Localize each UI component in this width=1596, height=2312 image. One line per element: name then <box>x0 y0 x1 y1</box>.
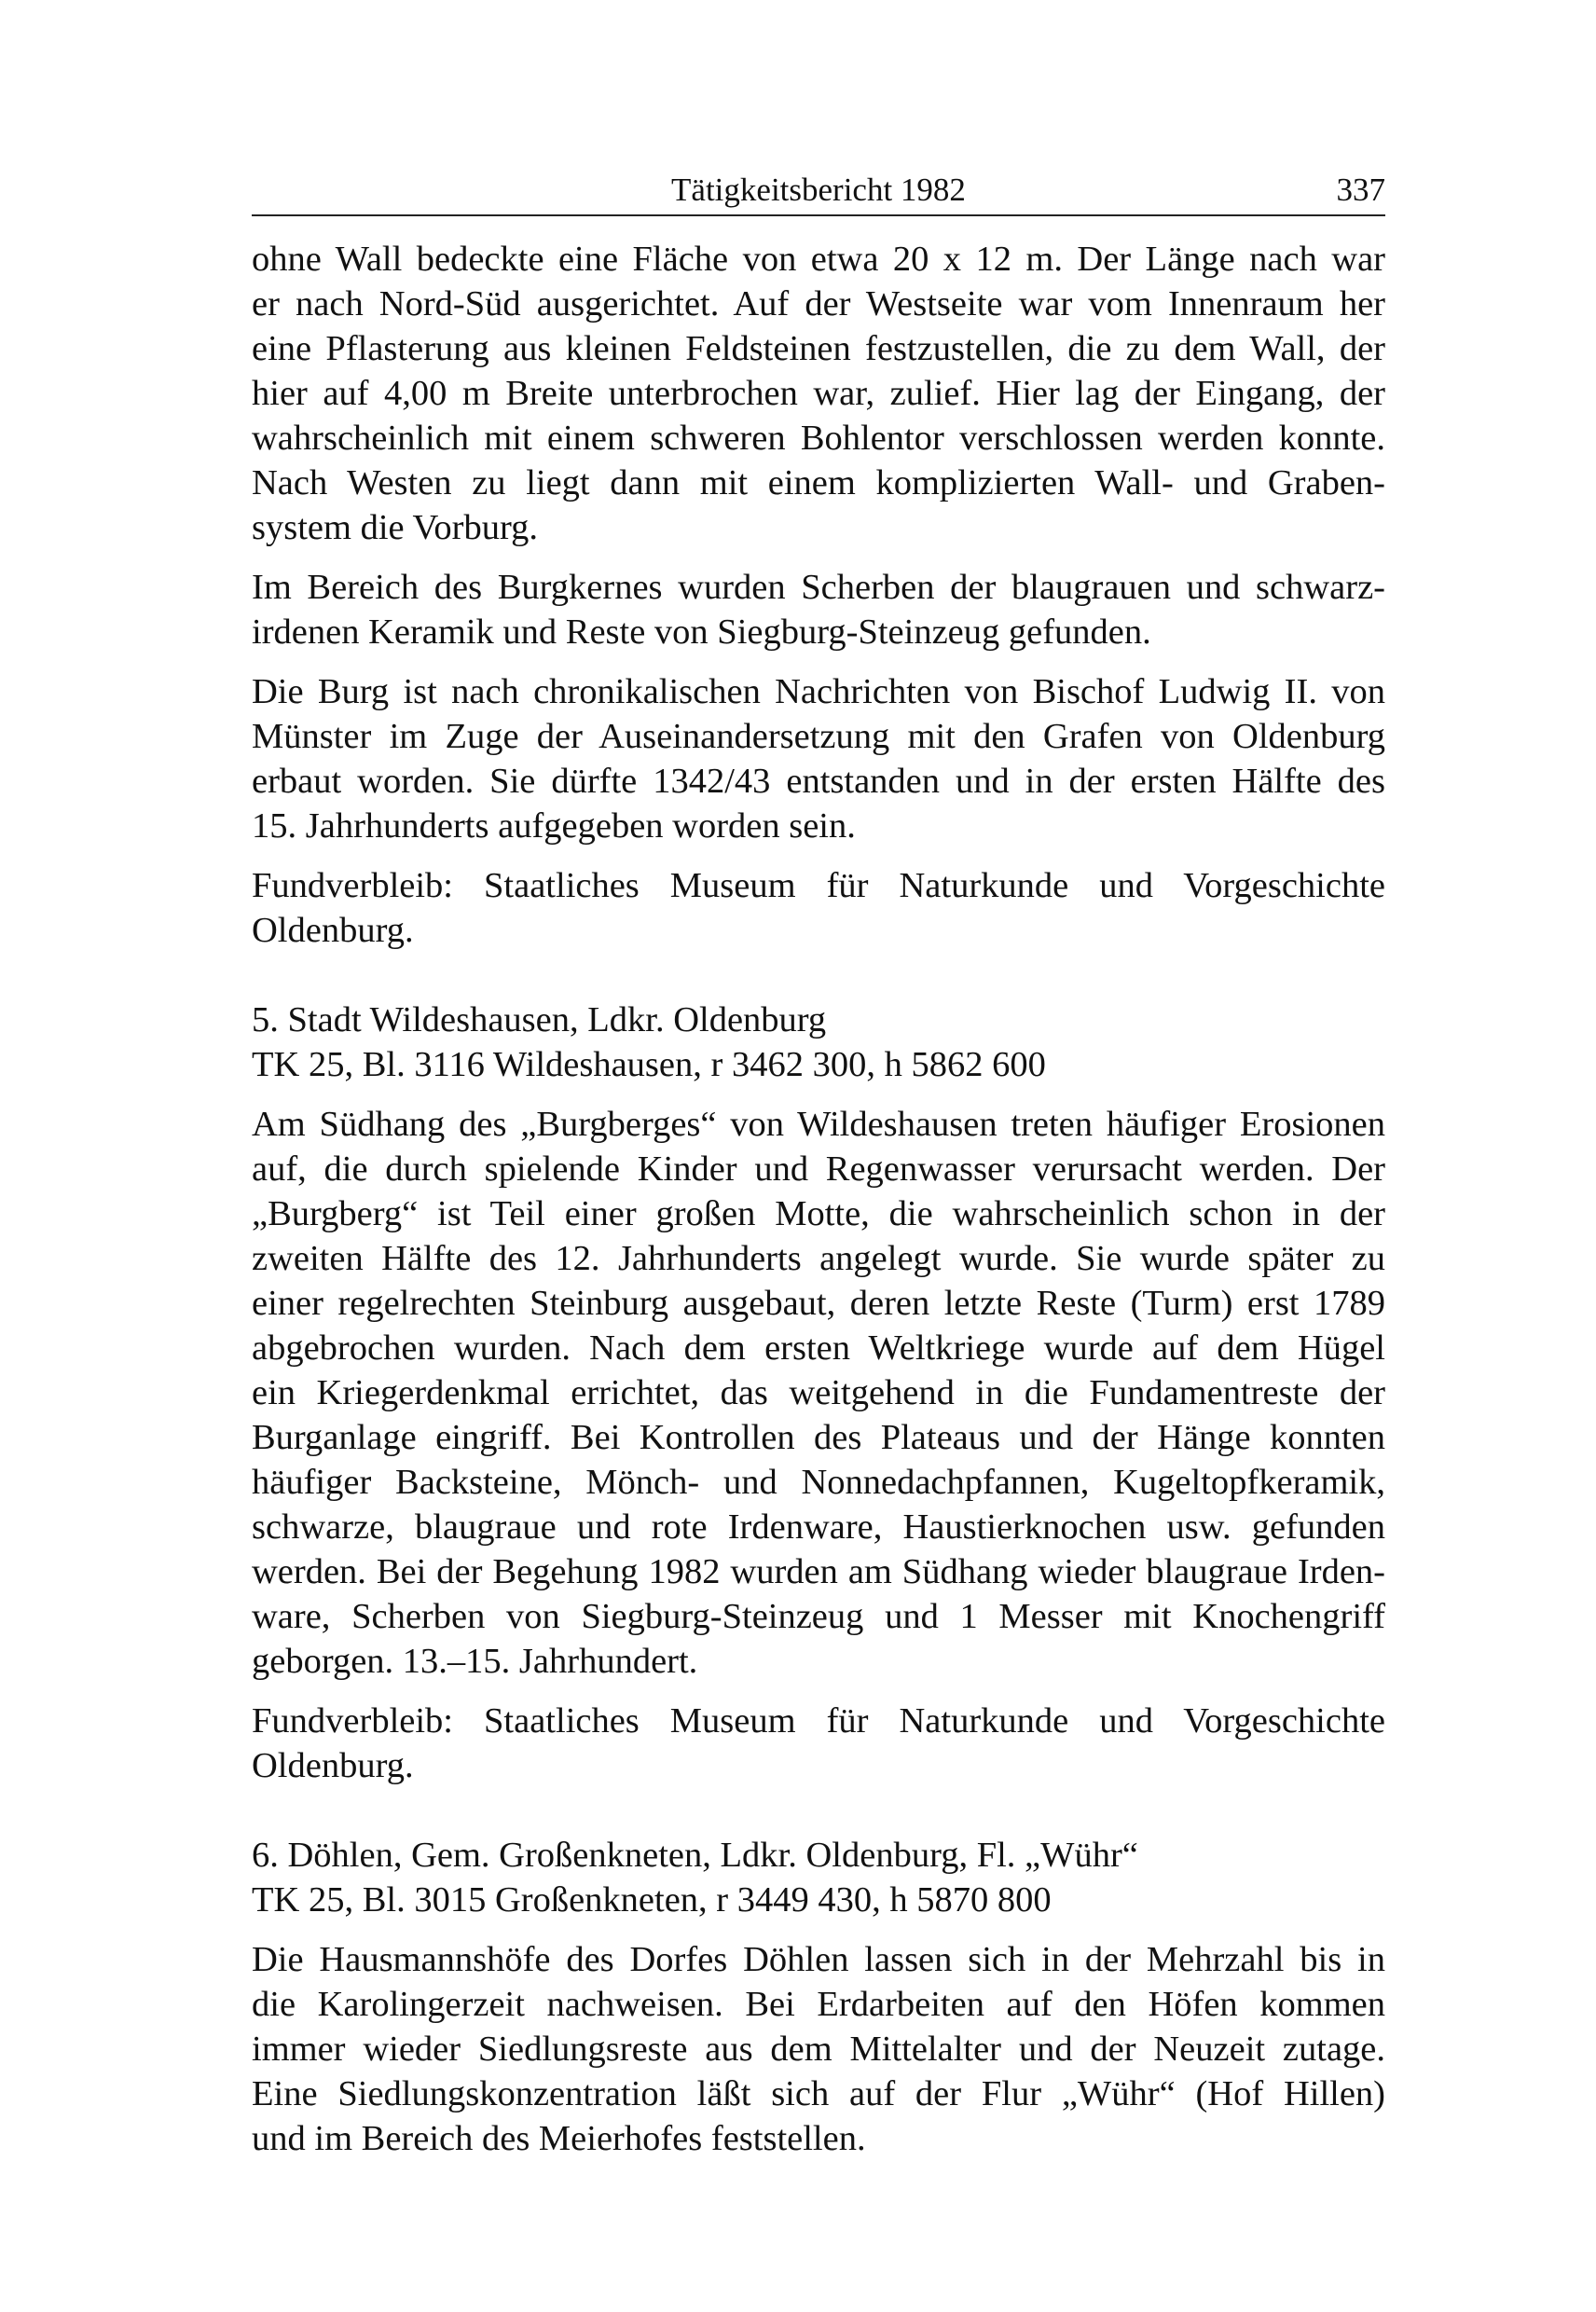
section-5-heading <box>252 998 1385 1087</box>
text-line: Fundverbleib: Staatliches Museum für Naturkunde und Vorgeschichte <box>252 866 1385 905</box>
page-number: 337 <box>1336 172 1385 208</box>
text-line: schwarze, blaugraue und rote Irdenware, Haustierknochen usw. gefunden <box>252 1507 1385 1547</box>
text-line: einer regelrechten Steinburg ausgebaut, deren letzte Reste (Turm) erst 1789 <box>252 1284 1385 1323</box>
paragraph-finds <box>252 565 1385 654</box>
text-line: Oldenburg. <box>252 911 414 950</box>
text-line: Die Burg ist nach chronikalischen Nachrichten von Bischof Ludwig II. von <box>252 672 1385 711</box>
text-line: auf, die durch spielende Kinder und Regenwasser verursacht werden. Der <box>252 1149 1385 1189</box>
text-line: irdenen Keramik und Reste von Siegburg-Steinzeug gefunden. <box>252 612 1151 652</box>
running-header <box>252 158 1385 216</box>
paragraph-history <box>252 669 1385 848</box>
text-line: die Karolingerzeit nachweisen. Bei Erdarbeiten auf den Höfen kommen <box>252 1985 1385 2024</box>
section-title: 6. Döhlen, Gem. Großenkneten, Ldkr. Oldenburg, Fl. „Wühr“ <box>252 1836 1138 1875</box>
text-line: ohne Wall bedeckte eine Fläche von etwa 20 x 12 m. Der Länge nach war <box>252 240 1385 279</box>
text-line: erbaut worden. Sie dürfte 1342/43 entstanden und in der ersten Hälfte des <box>252 762 1385 801</box>
text-line: system die Vorburg. <box>252 508 538 547</box>
section-5-fund-location <box>252 1699 1385 1788</box>
section-title: 5. Stadt Wildeshausen, Ldkr. Oldenburg <box>252 1000 827 1039</box>
text-line: „Burgberg“ ist Teil einer großen Motte, die wahrscheinlich schon in der <box>252 1194 1385 1233</box>
paragraph-castle-layout <box>252 237 1385 550</box>
text-line: wahrscheinlich mit einem schweren Bohlentor verschlossen werden konnte. <box>252 419 1385 458</box>
text-line: Burganlage eingriff. Bei Kontrollen des Plateaus und der Hänge konnten <box>252 1418 1385 1457</box>
text-line: 15. Jahrhunderts aufgegeben worden sein. <box>252 806 856 846</box>
text-line: werden. Bei der Begehung 1982 wurden am Südhang wieder blaugraue Irden- <box>252 1552 1385 1591</box>
text-line: Eine Siedlungskonzentration läßt sich auf der Flur „Wühr“ (Hof Hillen) <box>252 2074 1385 2113</box>
text-line: Münster im Zuge der Auseinandersetzung mit den Grafen von Oldenburg <box>252 717 1385 756</box>
running-title: Tätigkeitsbericht 1982 <box>671 172 966 208</box>
text-line: immer wieder Siedlungsreste aus dem Mittelalter und der Neuzeit zutage. <box>252 2030 1385 2069</box>
text-line: geborgen. 13.–15. Jahrhundert. <box>252 1642 698 1681</box>
text-line: Im Bereich des Burgkernes wurden Scherben der blaugrauen und schwarz- <box>252 568 1385 607</box>
text-line: hier auf 4,00 m Breite unterbrochen war, zulief. Hier lag der Eingang, der <box>252 374 1385 413</box>
text-line: Am Südhang des „Burgberges“ von Wildeshausen treten häufiger Erosionen <box>252 1105 1385 1144</box>
text-line: ein Kriegerdenkmal errichtet, das weitgehend in die Fundamentreste der <box>252 1373 1385 1412</box>
map-reference: TK 25, Bl. 3015 Großenkneten, r 3449 430, h 5870 800 <box>252 1880 1052 1920</box>
text-line: Fundverbleib: Staatliches Museum für Naturkunde und Vorgeschichte <box>252 1701 1385 1741</box>
section-6-body <box>252 1937 1385 2161</box>
text-line: eine Pflasterung aus kleinen Feldsteinen festzustellen, die zu dem Wall, der <box>252 329 1385 368</box>
text-line: zweiten Hälfte des 12. Jahrhunderts angelegt wurde. Sie wurde später zu <box>252 1239 1385 1278</box>
section-5-body <box>252 1102 1385 1684</box>
text-line: abgebrochen wurden. Nach dem ersten Weltkriege wurde auf dem Hügel <box>252 1328 1385 1368</box>
paragraph-fund-location <box>252 863 1385 953</box>
text-line: Die Hausmannshöfe des Dorfes Döhlen lassen sich in der Mehrzahl bis in <box>252 1940 1385 1979</box>
section-spacer <box>252 953 1385 998</box>
text-line: Nach Westen zu liegt dann mit einem komplizierten Wall- und Graben- <box>252 463 1385 502</box>
text-line: und im Bereich des Meierhofes feststellen. <box>252 2119 866 2158</box>
text-line: ware, Scherben von Siegburg-Steinzeug und 1 Messer mit Knochengriff <box>252 1597 1385 1636</box>
section-6-heading <box>252 1833 1385 1922</box>
text-line: häufiger Backsteine, Mönch- und Nonnedachpfannen, Kugeltopfkeramik, <box>252 1463 1385 1502</box>
page-body <box>252 237 1385 2161</box>
map-reference: TK 25, Bl. 3116 Wildeshausen, r 3462 300, h 5862 600 <box>252 1045 1046 1084</box>
document-page <box>252 158 1385 2161</box>
section-spacer <box>252 1788 1385 1833</box>
text-line: er nach Nord-Süd ausgerichtet. Auf der Westseite war vom Innenraum her <box>252 284 1385 323</box>
text-line: Oldenburg. <box>252 1746 414 1785</box>
